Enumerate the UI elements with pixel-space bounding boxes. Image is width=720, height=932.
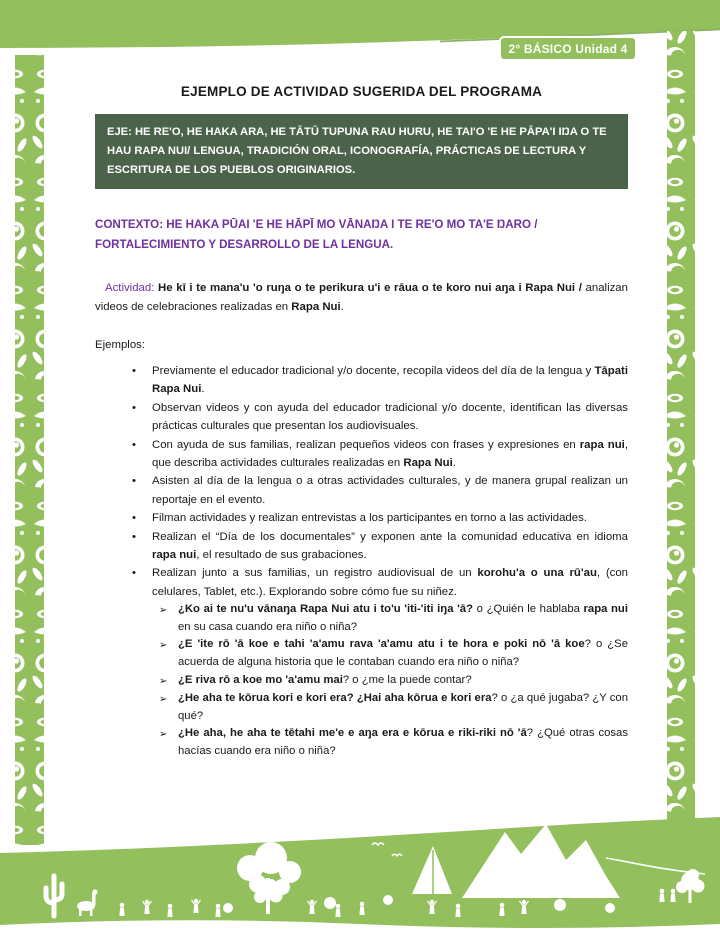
bullet-text: Previamente el educador tradicional y/o docente, recopila videos del día de la lengua y Tāpati Rapa Nui. [152, 365, 628, 396]
bullet-marker: • [132, 512, 136, 525]
bullet-item [95, 399, 628, 436]
bullet-marker: • [132, 530, 136, 543]
arrow-bullet-icon: ➢ [159, 729, 168, 741]
ejemplos-label: Ejemplos: [95, 339, 146, 351]
sub-bullet-item [95, 636, 628, 671]
contexto-heading: CONTEXTO: HE HAKA PŪAI 'E HE HĀPĪ MO VĀNAŊA I TE RE'O MO TA'E ŊARO / FORTALECIMIENTO Y DESARROLLO DE LA LENGUA. [95, 218, 538, 251]
left-koru-border [15, 55, 44, 845]
page-title: EJEMPLO DE ACTIVIDAD SUGERIDA DEL PROGRAMA [180, 84, 543, 99]
arrow-bullet-icon: ➢ [159, 694, 168, 706]
bullet-marker: • [132, 567, 136, 580]
bullet-text: Realizan el “Día de los documentales” y exponen ante la comunidad educativa en idioma rapa nui, el resultado de sus grabaciones. [152, 530, 628, 562]
sub-bullet-text: ¿E 'ite rō 'ā koe e tahi 'a'amu rava 'a'amu atu i te hora e poki nō 'ā koe? o ¿Se acuerda de alguna historia que le contaban cuando era niño o niña? [178, 638, 629, 669]
document-content [95, 84, 628, 761]
unit-badge-label: 2° BÁSICO Unidad 4 [508, 41, 628, 56]
sub-bullet-item [95, 725, 628, 760]
bullet-item [95, 436, 628, 473]
bullet-text: Con ayuda de sus familias, realizan pequeños videos con frases y expresiones en rapa nui, que describa actividades culturales realizadas en Rapa Nui. [152, 438, 628, 470]
unit-badge [499, 36, 637, 61]
eje-heading-box [95, 114, 628, 189]
bullet-list [95, 362, 628, 601]
bullet-text: Asisten al día de la lengua o a otras actividades culturales, y de manera grupal realizan un reportaje en el evento. [152, 475, 628, 506]
sub-bullet-item [95, 672, 628, 691]
bullet-marker: • [132, 438, 136, 451]
sub-bullet-list [95, 601, 628, 760]
bullet-item [95, 509, 628, 527]
arrow-bullet-icon: ➢ [159, 605, 168, 617]
sub-bullet-item [95, 690, 628, 725]
sub-bullet-text: ¿E riva rō a koe mo 'a'amu mai? o ¿me la puede contar? [178, 673, 472, 686]
sub-bullet-item [95, 601, 628, 636]
sub-bullet-text: ¿Ko ai te nu'u vānaŋa Rapa Nui atu i to'u 'iti-'iti iŋa 'ā? o ¿Quién le hablaba rapa nui en su casa cuando era niño o niña? [178, 603, 628, 633]
actividad-paragraph: Actividad: He kī i te mana'u 'o ruŋa o te perikura u'i e rāua o te koro nui aŋa i Rapa Nui / analizan videos de celebraciones realizadas en Rapa Nui. [95, 282, 628, 313]
bullet-item [95, 472, 628, 509]
bullet-marker: • [132, 475, 136, 488]
sub-bullet-text: ¿He aha te kōrua kori e kori era? ¿Hai aha kōrua e kori era? o ¿a qué jugaba? ¿Y con qué? [178, 692, 628, 722]
arrow-bullet-icon: ➢ [159, 675, 168, 687]
right-koru-border [667, 31, 695, 830]
bullet-text: Observan videos y con ayuda del educador tradicional y/o docente, identifican las diversas prácticas culturales que presentan los audiovisuales. [152, 401, 628, 433]
eje-heading-text: EJE: HE RE'O, HE HAKA ARA, HE TĀTŪ TUPUNA RAU HURU, HE TAI'O 'E HE PĀPA'I IŊA O TE HAU RAPA NUI/ LENGUA, TRADICIÓN ORAL, ICONOGRAFÍA, PRÁCTICAS DE LECTURA Y ESCRITURA DE LOS PUEBLOS ORIGINARIOS. [107, 126, 607, 176]
bullet-text: Realizan junto a sus familias, un registro audiovisual de un korohu'a o una rū'au, (con celulares, Tablet, etc.). Explorando sobre cómo fue su niñez. [152, 567, 628, 598]
sub-bullet-text: ¿He aha, he aha te tētahi me'e e aŋa era e kōrua e riki-riki nō 'ā? ¿Qué otras cosas hacías cuando era niño o niña? [178, 727, 628, 758]
bullet-item [95, 362, 628, 399]
bullet-marker: • [132, 401, 136, 414]
bullet-marker: • [132, 365, 136, 377]
bottom-landscape-band [0, 817, 720, 932]
bullet-item [95, 564, 628, 601]
bullet-text: Filman actividades y realizan entrevistas a los participantes en torno a las actividades. [152, 512, 587, 525]
arrow-bullet-icon: ➢ [159, 640, 168, 652]
bullet-item [95, 528, 628, 565]
